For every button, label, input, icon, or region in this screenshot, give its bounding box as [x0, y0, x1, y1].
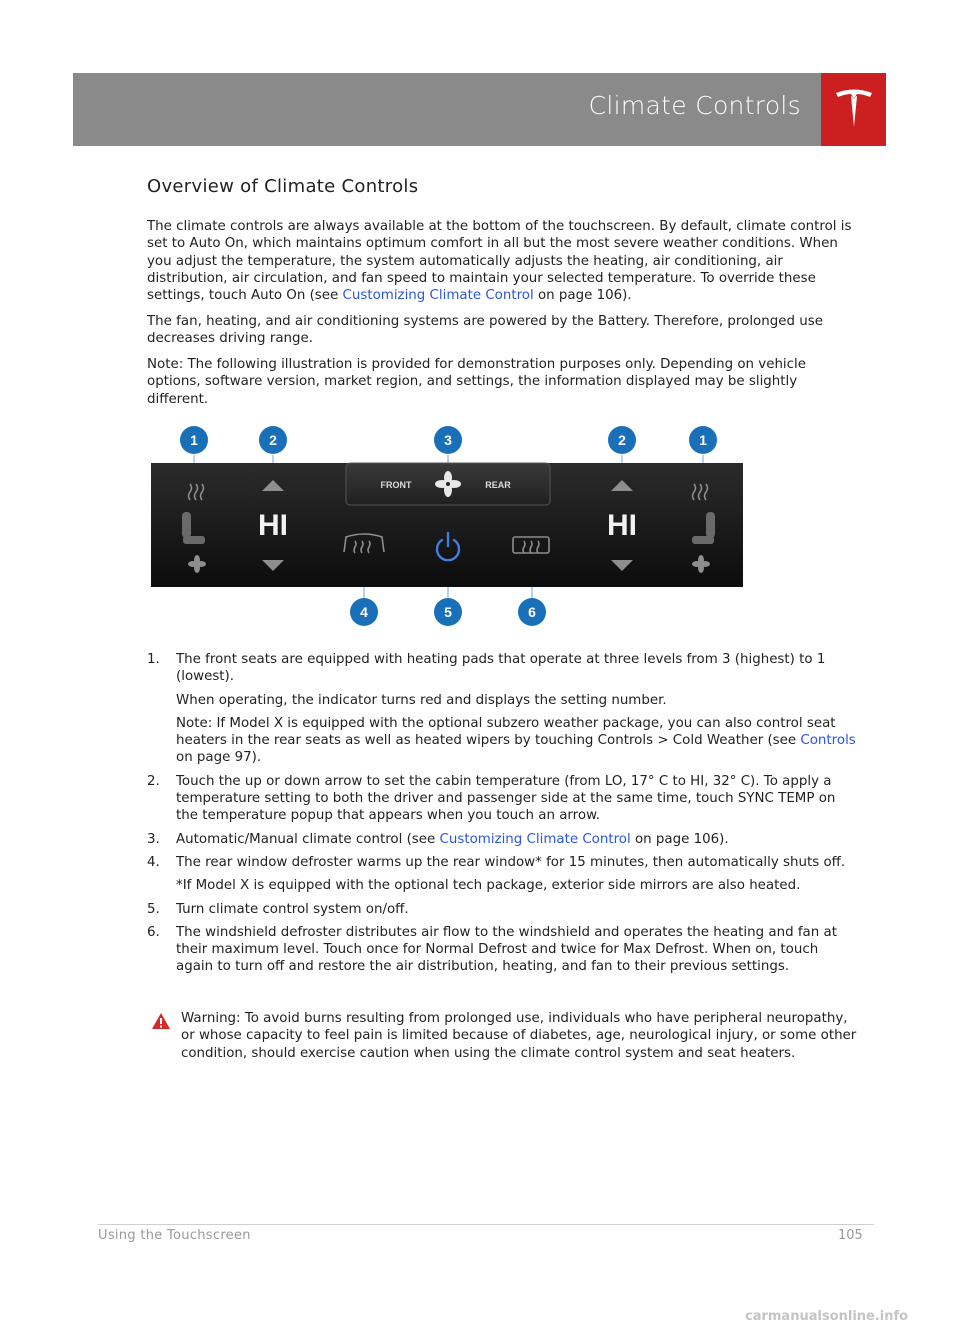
list-number: 3.: [147, 831, 160, 847]
list-number: 4.: [147, 854, 160, 870]
page-number: 105: [838, 1228, 863, 1243]
callout-1-left: 1: [190, 432, 198, 448]
list-note: Note: If Model X is equipped with the optional subzero weather package, you can also control seat heaters in the rear seats as well as heated wipers by touching Controls > Cold Weather (see Controls on page 97).: [176, 715, 856, 766]
list-text: Turn climate control system on/off.: [176, 901, 409, 917]
link-customizing-climate-control[interactable]: Customizing Climate Control: [342, 288, 534, 304]
list-item: [147, 901, 859, 918]
footer-divider: [98, 1224, 874, 1225]
numbered-list: [147, 651, 859, 982]
callout-3: 3: [444, 432, 452, 448]
warning-block: [147, 1010, 859, 1062]
list-item: [147, 773, 859, 825]
list-number: 2.: [147, 773, 160, 789]
list-text: The rear window defroster warms up the rear window* for 15 minutes, then automatically shuts off.: [176, 854, 846, 870]
list-text: Touch the up or down arrow to set the cabin temperature (from LO, 17° C to HI, 32° C). To apply a temperature setting to both the driver and passenger side at the same time, touch SYNC TEMP on the temperature popup that appears when you touch an arrow.: [176, 773, 836, 824]
list-item: [147, 854, 859, 895]
right-temp-display: HI: [607, 509, 637, 542]
intro-text-end: on page 106).: [533, 288, 632, 304]
callout-1-right: 1: [699, 432, 707, 448]
list-item: [147, 831, 859, 848]
intro-paragraph-1: [147, 218, 859, 304]
section-title: Overview of Climate Controls: [147, 176, 419, 197]
list-text: Automatic/Manual climate control (see Customizing Climate Control on page 106).: [176, 831, 729, 847]
list-number: 6.: [147, 924, 160, 940]
chapter-title: Climate Controls: [588, 91, 801, 120]
link-customizing-climate-control-2[interactable]: Customizing Climate Control: [439, 831, 631, 847]
chapter-header-bar: [73, 73, 821, 146]
note-paragraph: Note: The following illustration is provided for demonstration purposes only. Depending on vehicle options, software version, market region, and settings, the information displayed may be slightly different.: [147, 357, 806, 407]
list-item: [147, 651, 859, 767]
climate-controls-illustration: [150, 420, 744, 630]
callout-5: 5: [444, 604, 452, 620]
list-subtext: When operating, the indicator turns red and displays the setting number.: [176, 692, 667, 708]
tesla-logo-box: [821, 73, 886, 146]
list-item: [147, 924, 859, 976]
callout-6: 6: [528, 604, 536, 620]
intro-text: The climate controls are always available at the bottom of the touchscreen. By default, climate control is set to Auto On, which maintains optimum comfort in all but the most severe weather conditions. When you adjust the temperature, the system automatically adjusts the heating, air conditioning, air distribution, air circulation, and fan speed to maintain your selected temperature. To override these settings, touch Auto On (see: [147, 219, 852, 304]
callout-4: 4: [360, 604, 368, 620]
front-label: FRONT: [380, 480, 412, 490]
rear-label: REAR: [485, 480, 511, 490]
callout-2-left: 2: [269, 432, 277, 448]
list-number: 5.: [147, 901, 160, 917]
footer-section-name: Using the Touchscreen: [98, 1228, 251, 1243]
list-number: 1.: [147, 652, 160, 667]
callout-2-right: 2: [618, 432, 626, 448]
left-temp-display: HI: [258, 509, 288, 542]
list-subtext: *If Model X is equipped with the optional tech package, exterior side mirrors are also heated.: [176, 878, 801, 894]
list-text: The front seats are equipped with heating pads that operate at three levels from 3 (highest) to 1 (lowest).: [176, 652, 826, 685]
warning-text: Warning: To avoid burns resulting from prolonged use, individuals who have peripheral neuropathy, or whose capacity to feel pain is limited because of diabetes, age, neurological injury, or some other condition, should exercise caution when using the climate control system and seat heaters.: [181, 1011, 857, 1061]
list-text: The windshield defroster distributes air flow to the windshield and operates the heating and fan at their maximum level. Touch once for Normal Defrost and twice for Max Defrost. When on, touch again to turn off and restore the air distribution, heating, and fan to their previous settings.: [176, 924, 837, 975]
intro-paragraph-2: The fan, heating, and air conditioning systems are powered by the Battery. Therefore, prolonged use decreases driving range.: [147, 314, 823, 347]
link-controls[interactable]: Controls: [800, 733, 856, 749]
tesla-logo-icon: [834, 87, 874, 131]
watermark: carmanualsonline.info: [745, 1309, 909, 1324]
warning-icon: [151, 1012, 171, 1030]
